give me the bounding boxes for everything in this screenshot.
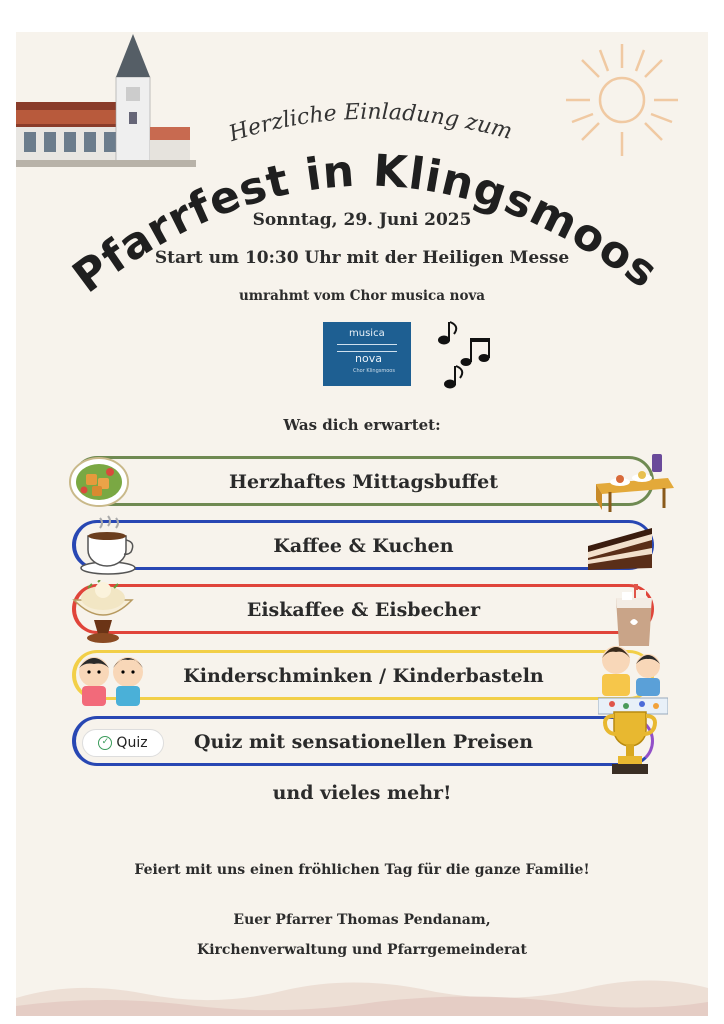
item-coffee-label: Kaffee & Kuchen [273,535,454,557]
salad-icon [68,450,130,508]
music-staff-icon [337,344,397,352]
music-notes-icon [436,318,506,392]
item-coffee [72,520,654,570]
quiz-badge-label: Quiz [116,735,148,751]
choir-logo-line2: nova [355,352,382,365]
invitation-page [16,32,708,1016]
item-icecream [72,584,654,634]
title-text: Pfarrfest in Klingsmoos [63,145,668,304]
hills-decoration [16,966,708,1016]
item-kids-label: Kinderschminken / Kinderbasteln [183,665,544,687]
event-choir: umrahmt vom Chor musica nova [238,288,486,304]
item-buffet-label: Herzhaftes Mittagsbuffet [229,471,498,493]
signature-line2: Kirchenverwaltung und Pfarrgemeinderat [197,942,527,958]
choir-logo [323,322,411,386]
item-buffet [72,456,654,506]
choir-logo-line3: Chor Klingsmoos [353,368,395,374]
trophy-icon [600,708,660,776]
check-circle-icon: ✓ [98,736,112,750]
event-date: Sonntag, 29. Juni 2025 [252,210,472,230]
signature-line1: Euer Pfarrer Thomas Pendanam, [233,912,491,928]
expect-heading: Was dich erwartet: [283,416,441,434]
cake-slice-icon [584,526,656,574]
children-icon [74,646,150,706]
family-text: Feiert mit uns einen fröhlichen Tag für die ganze Familie! [134,862,590,878]
invite-text: Herzliche Einladung zum [226,99,515,148]
iced-coffee-icon [612,584,656,648]
item-icecream-label: Eiskaffee & Eisbecher [246,599,481,621]
sundae-icon [68,580,138,646]
more-text: und vieles mehr! [272,782,452,804]
choir-logo-line1: musica [349,328,385,339]
buffet-table-icon [590,448,676,514]
item-quiz-label: Quiz mit sensationellen Preisen [193,731,534,753]
event-start: Start um 10:30 Uhr mit der Heiligen Messe [154,248,570,268]
item-kids [72,650,654,700]
crafting-kids-icon [598,640,668,716]
coffee-cup-icon [78,514,138,576]
quiz-badge [82,729,164,757]
